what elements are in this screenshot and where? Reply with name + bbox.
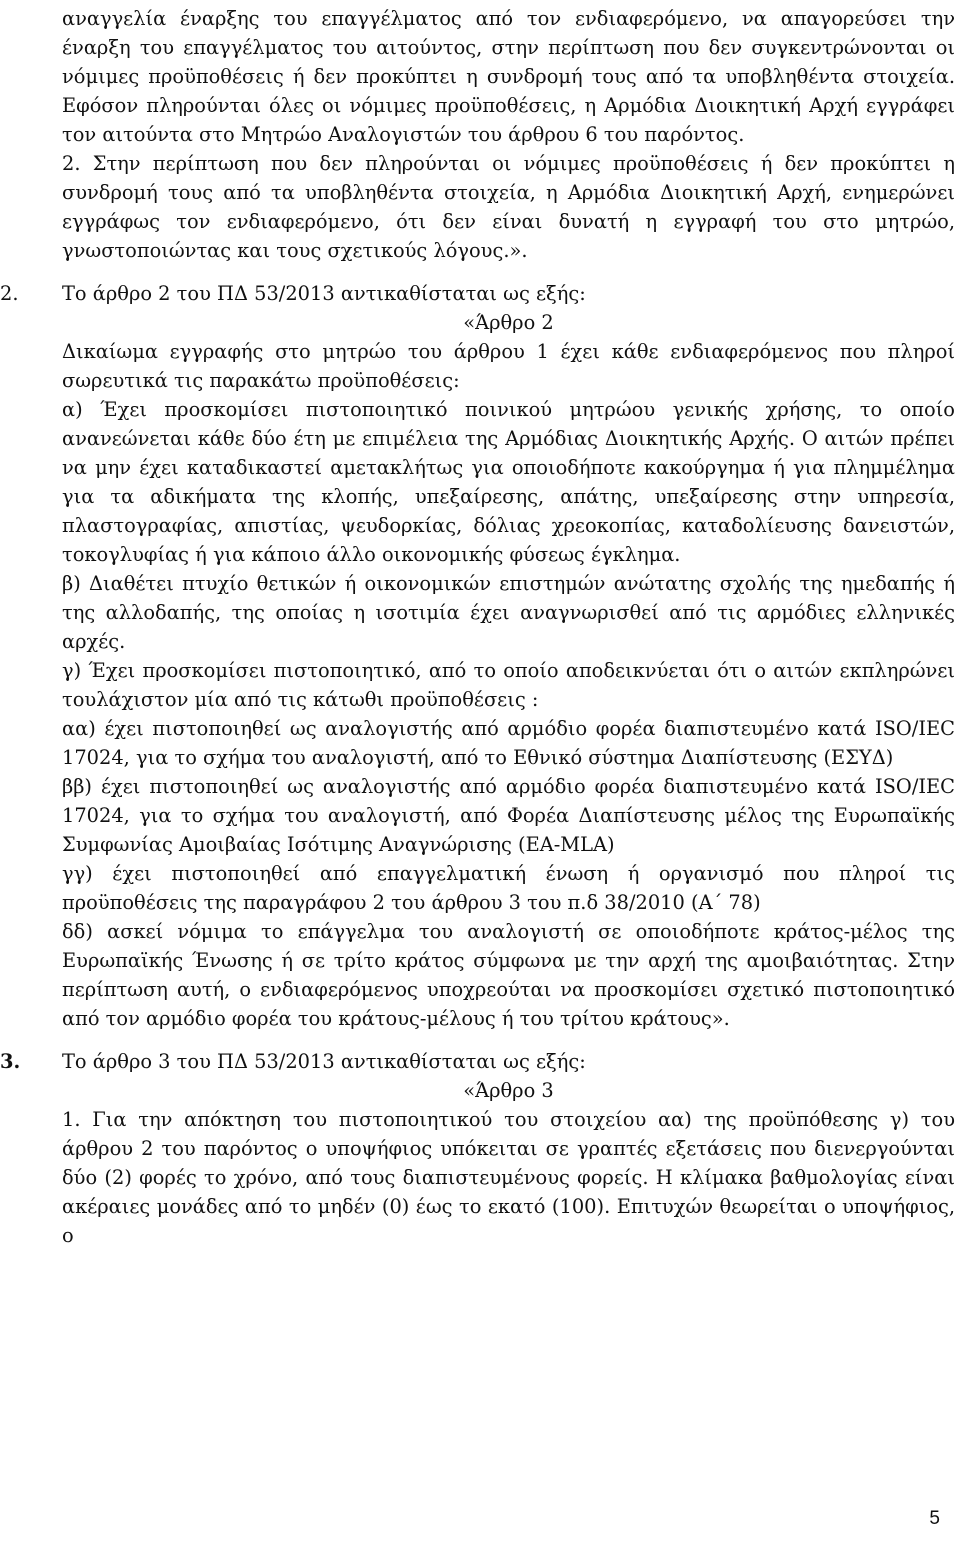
paragraph: γγ) έχει πιστοποιηθεί από επαγγελματική ένωση ή οργανισμό που πληροί τις προϋποθέσεις της παραγράφου 2 του άρθρου 3 του π.δ 38/2010 (Α΄ 78) [62,862,955,914]
paragraph: β) Διαθέτει πτυχίο θετικών ή οικονομικών επιστημών ανώτατης σχολής της ημεδαπής ή της αλλοδαπής, της οποίας η ισοτιμία έχει αναγνωρισθεί από τις αρμόδιες ελληνικές αρχές. [62,572,955,653]
spacer [62,1033,955,1047]
section-heading-text: Το άρθρο 3 του ΠΔ 53/2013 αντικαθίσταται ως εξής: [62,1050,586,1073]
paragraph: 2. Στην περίπτωση που δεν πληρούνται οι νόμιμες προϋποθέσεις ή δεν προκύπτει η συνδρομή τους από τα υποβληθέντα στοιχεία, η Αρμόδια Διοικητική Αρχή, ενημερώνει εγγράφως τον ενδιαφερόμενο, ότι δεν είναι δυνατή η εγγραφή του στο μητρώο, γνωστοποιώντας και τους σχετικούς λόγους.». [62,152,955,262]
paragraph: δδ) ασκεί νόμιμα το επάγγελμα του αναλογιστή σε οποιοδήποτε κράτος-μέλος της Ευρωπαϊκής Ένωσης ή σε τρίτο κράτος σύμφωνα με την αρχή της αμοιβαιότητας. Στην περίπτωση αυτή, ο ενδιαφερόμενος υποχρεούται να προσκομίσει σχετικό πιστοποιητικό από τον αρμόδιο φορέα του κράτους-μέλους ή του τρίτου κράτους». [62,920,955,1030]
section-heading [0,279,955,308]
article-title: «Άρθρο 3 [463,1079,554,1102]
paragraph: γ) Έχει προσκομίσει πιστοποιητικό, από το οποίο αποδεικνύεται ότι ο αιτών εκπληρώνει τουλάχιστον μία από τις κάτωθι προϋποθέσεις : [62,659,955,711]
paragraph: αα) έχει πιστοποιηθεί ως αναλογιστής από αρμόδιο φορέα διαπιστευμένο κατά ISO/IEC 17024, για το σχήμα του αναλογιστή, από το Εθνικό σύστημα Διαπίστευσης (ΕΣΥΔ) [62,717,955,769]
document-page [0,4,955,1250]
section-heading-text: Το άρθρο 2 του ΠΔ 53/2013 αντικαθίσταται ως εξής: [62,282,586,305]
section-number: 3. [0,1050,21,1073]
article-title: «Άρθρο 2 [463,311,554,334]
paragraph: Δικαίωμα εγγραφής στο μητρώο του άρθρου 1 έχει κάθε ενδιαφερόμενος που πληροί σωρευτικά τις παρακάτω προϋποθέσεις: [62,340,955,392]
paragraph: ββ) έχει πιστοποιηθεί ως αναλογιστής από αρμόδιο φορέα διαπιστευμένο κατά ISO/IEC 17024, για το σχήμα του αναλογιστή, από Φορέα Διαπίστευσης μέλος της Ευρωπαϊκής Συμφωνίας Αμοιβαίας Ισότιμης Αναγνώρισης (EA-MLA) [62,775,955,856]
section-heading [0,1047,955,1076]
paragraph: αναγγελία έναρξης του επαγγέλματος από τον ενδιαφερόμενο, να απαγορεύσει την έναρξη του επαγγέλματος του αιτούντος, στην περίπτωση που δεν συγκεντρώνονται οι νόμιμες προϋποθέσεις ή δεν προκύπτει η συνδρομή τους από τα υποβληθέντα στοιχεία. Εφόσον πληρούνται όλες οι νόμιμες προϋποθέσεις, η Αρμόδια Διοικητική Αρχή εγγράφει τον αιτούντα στο Μητρώο Αναλογιστών του άρθρου 6 του παρόντος. [62,7,955,146]
spacer [62,265,955,279]
paragraph: α) Έχει προσκομίσει πιστοποιητικό ποινικού μητρώου γενικής χρήσης, το οποίο ανανεώνεται κάθε δύο έτη με επιμέλεια της Αρμόδιας Διοικητικής Αρχής. Ο αιτών πρέπει να μην έχει καταδικαστεί αμετακλήτως για οποιοδήποτε κακούργημα ή για πλημμέλημα για τα αδικήματα της κλοπής, υπεξαίρεσης, απάτης, υπεξαίρεσης στην υπηρεσία, πλαστογραφίας, απιστίας, ψευδορκίας, δόλιας χρεοκοπίας, καταδολίευσης δανειστών, τοκογλυφίας ή για κάποιο άλλο οικονομικής φύσεως έγκλημα. [62,398,955,566]
section-number: 2. [0,282,19,305]
paragraph: 1. Για την απόκτηση του πιστοποιητικού του στοιχείου αα) της προϋπόθεσης γ) του άρθρου 2 του παρόντος ο υποψήφιος υπόκειται σε γραπτές εξετάσεις που διενεργούνται δύο (2) φορές το χρόνο, από τους διαπιστευμένους φορείς. Η κλίμακα βαθμολογίας είναι ακέραιες μονάδες από το μηδέν (0) έως το εκατό (100). Επιτυχών θεωρείται ο υποψήφιος, ο [62,1108,955,1247]
page-number: 5 [929,1508,940,1529]
